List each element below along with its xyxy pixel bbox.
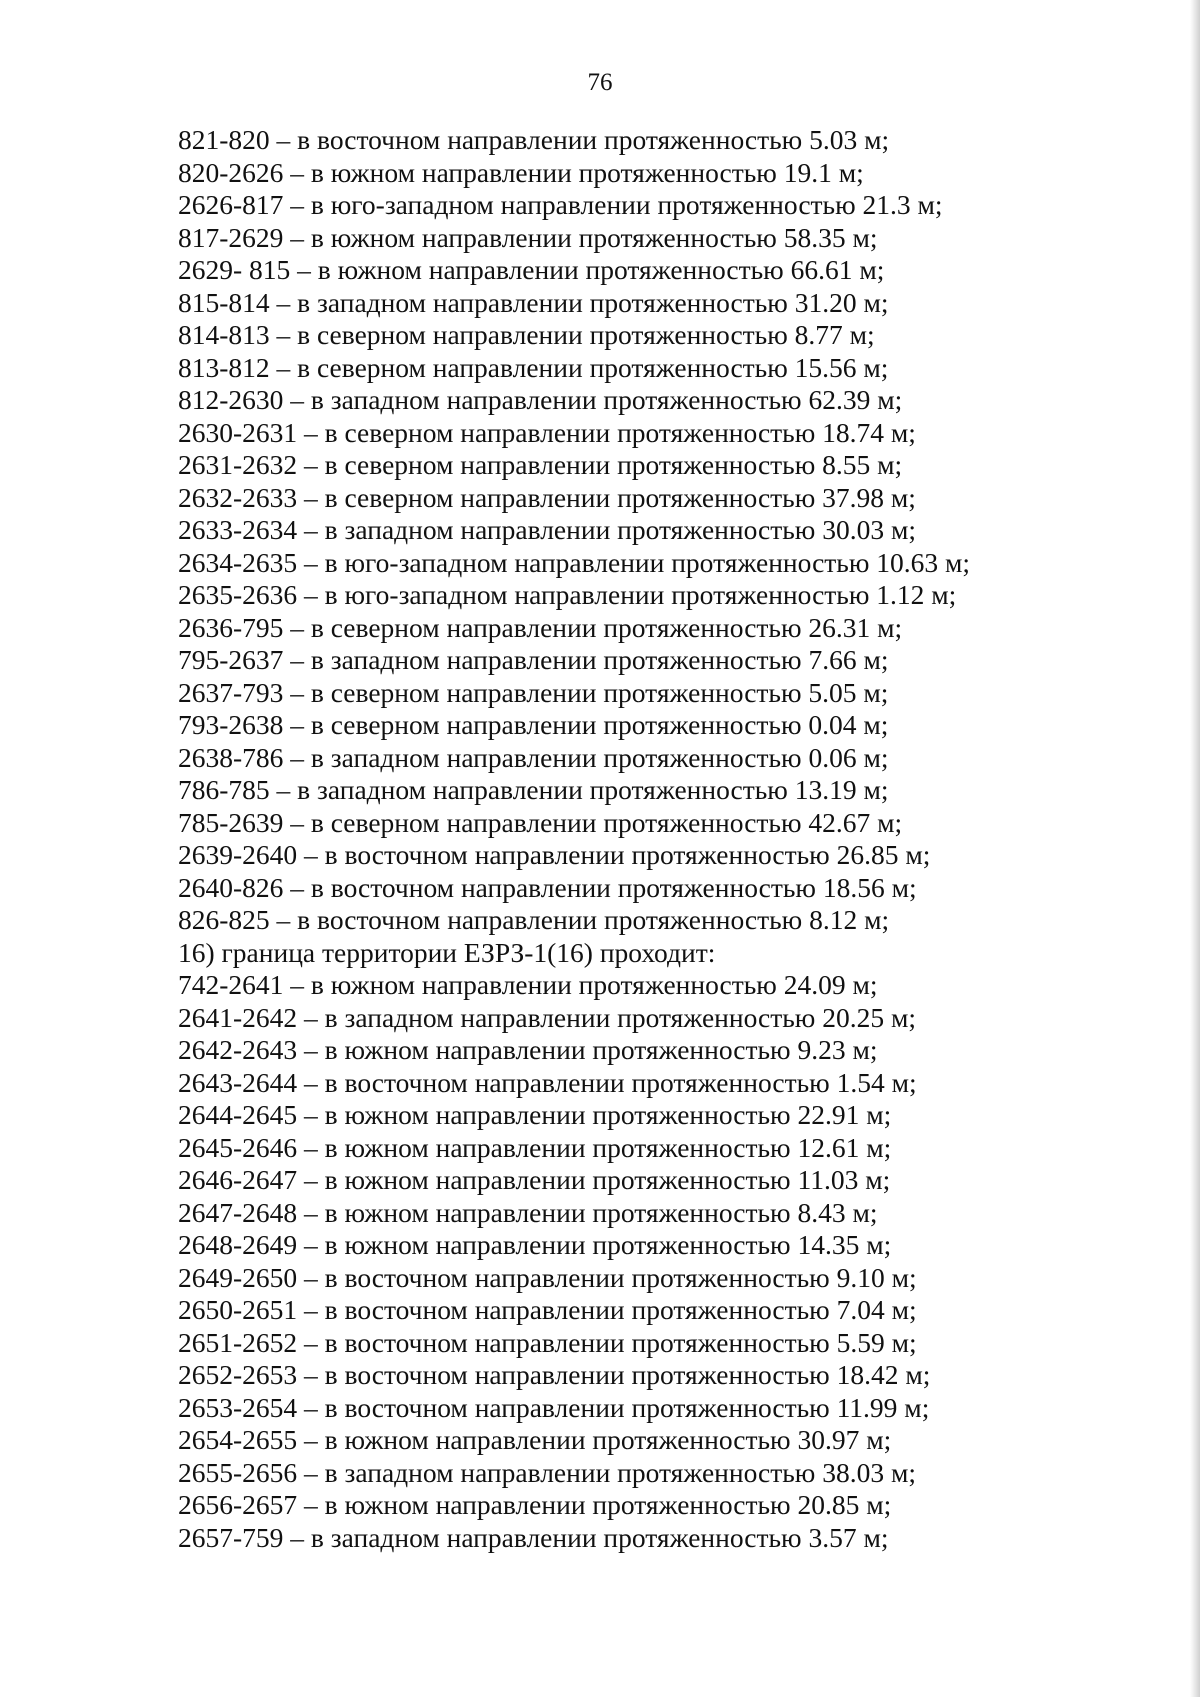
- text-line: 821-820 – в восточном направлении протяженностью 5.03 м;: [178, 124, 890, 155]
- text-line: 2629- 815 – в южном направлении протяженностью 66.61 м;: [178, 254, 885, 285]
- text-line: 826-825 – в восточном направлении протяженностью 8.12 м;: [178, 904, 890, 935]
- text-line: 2653-2654 – в восточном направлении протяженностью 11.99 м;: [178, 1391, 930, 1423]
- text-line: 2633-2634 – в западном направлении протяженностью 30.03 м;: [178, 514, 917, 545]
- text-line: 786-785 – в западном направлении протяженностью 13.19 м;: [178, 774, 889, 805]
- text-line: 2630-2631 – в северном направлении протяженностью 18.74 м;: [178, 416, 916, 448]
- text-line: 2644-2645 – в южном направлении протяженностью 22.91 м;: [178, 1099, 892, 1130]
- text-line: 2656-2657 – в южном направлении протяженностью 20.85 м;: [178, 1489, 892, 1520]
- text-line: 742-2641 – в южном направлении протяженностью 24.09 м;: [178, 969, 878, 1000]
- text-line: 2650-2651 – в восточном направлении протяженностью 7.04 м;: [178, 1294, 917, 1325]
- text-line: 2655-2656 – в западном направлении протяженностью 38.03 м;: [178, 1456, 917, 1488]
- text-line: 2643-2644 – в восточном направлении протяженностью 1.54 м;: [178, 1066, 917, 1098]
- text-line: 2636-795 – в северном направлении протяженностью 26.31 м;: [178, 611, 903, 643]
- text-line: 813-812 – в северном направлении протяженностью 15.56 м;: [178, 351, 889, 383]
- text-line: 820-2626 – в южном направлении протяженностью 19.1 м;: [178, 156, 864, 188]
- text-line: 793-2638 – в северном направлении протяженностью 0.04 м;: [178, 709, 889, 740]
- text-line: 814-813 – в северном направлении протяженностью 8.77 м;: [178, 319, 875, 350]
- text-line: 785-2639 – в северном направлении протяженностью 42.67 м;: [178, 806, 903, 838]
- text-line: 2654-2655 – в южном направлении протяженностью 30.97 м;: [178, 1424, 892, 1455]
- text-line: 2651-2652 – в восточном направлении протяженностью 5.59 м;: [178, 1326, 917, 1358]
- text-line: 815-814 – в западном направлении протяженностью 31.20 м;: [178, 286, 889, 318]
- text-line: 2642-2643 – в южном направлении протяженностью 9.23 м;: [178, 1034, 878, 1065]
- text-line: 2637-793 – в северном направлении протяженностью 5.05 м;: [178, 676, 889, 708]
- text-line: 2647-2648 – в южном направлении протяженностью 8.43 м;: [178, 1196, 878, 1228]
- text-line: 2631-2632 – в северном направлении протяженностью 8.55 м;: [178, 449, 903, 480]
- boundary-description: [178, 124, 1178, 1554]
- text-line: 2639-2640 – в восточном направлении протяженностью 26.85 м;: [178, 839, 931, 870]
- text-line: 2634-2635 – в юго-западном направлении протяженностью 10.63 м;: [178, 546, 971, 578]
- text-line: 2640-826 – в восточном направлении протяженностью 18.56 м;: [178, 871, 917, 903]
- text-line: 2649-2650 – в восточном направлении протяженностью 9.10 м;: [178, 1261, 917, 1293]
- text-line: 2657-759 – в западном направлении протяженностью 3.57 м;: [178, 1521, 889, 1553]
- text-line: 795-2637 – в западном направлении протяженностью 7.66 м;: [178, 644, 889, 675]
- text-line: 2652-2653 – в восточном направлении протяженностью 18.42 м;: [178, 1359, 931, 1390]
- text-line: 2641-2642 – в западном направлении протяженностью 20.25 м;: [178, 1001, 917, 1033]
- text-line: 2648-2649 – в южном направлении протяженностью 14.35 м;: [178, 1229, 892, 1260]
- text-line: 2646-2647 – в южном направлении протяженностью 11.03 м;: [178, 1164, 891, 1195]
- text-line: 2626-817 – в юго-западном направлении протяженностью 21.3 м;: [178, 189, 943, 220]
- text-line: 2632-2633 – в северном направлении протяженностью 37.98 м;: [178, 481, 916, 513]
- text-line: 16) граница территории ЕЗРЗ-1(16) проходит:: [178, 936, 716, 968]
- scan-edge-shadow: [1190, 0, 1200, 1697]
- page-number: 76: [587, 69, 613, 96]
- text-line: 2635-2636 – в юго-западном направлении протяженностью 1.12 м;: [178, 579, 957, 610]
- text-line: 2645-2646 – в южном направлении протяженностью 12.61 м;: [178, 1131, 892, 1163]
- text-line: 817-2629 – в южном направлении протяженностью 58.35 м;: [178, 221, 878, 253]
- text-line: 812-2630 – в западном направлении протяженностью 62.39 м;: [178, 384, 903, 415]
- text-line: 2638-786 – в западном направлении протяженностью 0.06 м;: [178, 741, 889, 773]
